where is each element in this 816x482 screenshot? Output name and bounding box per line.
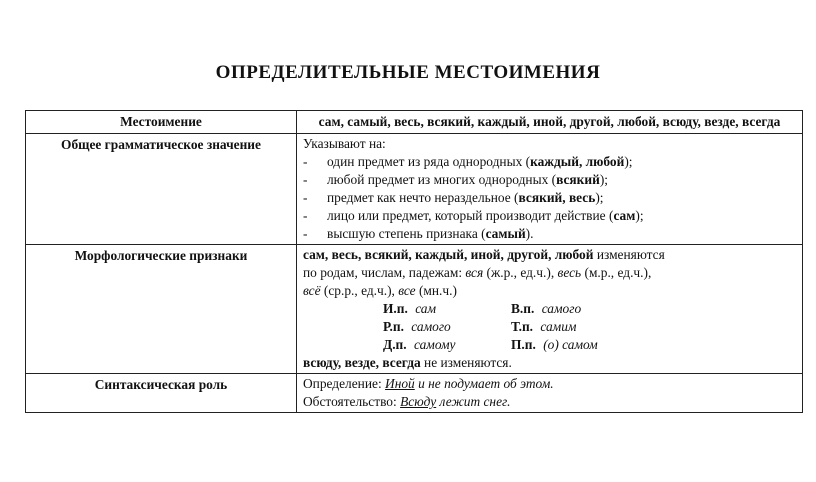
case-form: И.п. сам xyxy=(383,301,437,316)
header-right-cell: сам, самый, весь, всякий, каждый, иной, другой, любой, всюду, везде, всегда xyxy=(297,111,803,134)
case-form: Д.п. самому xyxy=(383,337,456,352)
page-title: ОПРЕДЕЛИТЕЛЬНЫЕ МЕСТОИМЕНИЯ xyxy=(215,62,601,83)
declension-grid xyxy=(383,300,796,354)
meaning-intro: Указывают на: xyxy=(303,136,386,151)
syntax-definition: Определение: Иной и не подумает об этом. xyxy=(303,376,554,391)
meaning-label: Общее грамматическое значение xyxy=(26,134,297,245)
case-form: В.п. самого xyxy=(511,301,582,316)
morph-line-3: всё (ср.р., ед.ч.), все (мн.ч.) xyxy=(303,283,457,298)
table-row-morph xyxy=(26,245,803,374)
table-row-syntax xyxy=(26,374,803,413)
table-row-header xyxy=(26,111,803,134)
syntax-content xyxy=(297,374,803,413)
syntax-adverbial: Обстоятельство: Всюду лежит снег. xyxy=(303,394,511,409)
list-item: - лицо или предмет, который производит действие (сам); xyxy=(303,208,644,223)
meaning-content xyxy=(297,134,803,245)
morph-content xyxy=(297,245,803,374)
morph-line-2: по родам, числам, падежам: вся (ж.р., ед.ч.), весь (м.р., ед.ч.), xyxy=(303,265,652,280)
table-row-meaning xyxy=(26,134,803,245)
list-item: - высшую степень признака (самый). xyxy=(303,226,534,241)
pronoun-table xyxy=(25,110,803,413)
syntax-label: Синтаксическая роль xyxy=(26,374,297,413)
list-item: - один предмет из ряда однородных (каждый, любой); xyxy=(303,154,633,169)
morph-line-1: сам, весь, всякий, каждый, иной, другой, любой изменяются xyxy=(303,247,665,262)
case-form: П.п. (о) самом xyxy=(511,337,598,352)
header-left-cell: Местоимение xyxy=(26,111,297,134)
morph-line-last: всюду, везде, всегда не изменяются. xyxy=(303,355,512,370)
list-item: - любой предмет из многих однородных (всякий); xyxy=(303,172,608,187)
case-form: Р.п. самого xyxy=(383,319,451,334)
morph-label: Морфологические признаки xyxy=(26,245,297,374)
case-form: Т.п. самим xyxy=(511,319,577,334)
list-item: - предмет как нечто нераздельное (всякий, весь); xyxy=(303,190,604,205)
